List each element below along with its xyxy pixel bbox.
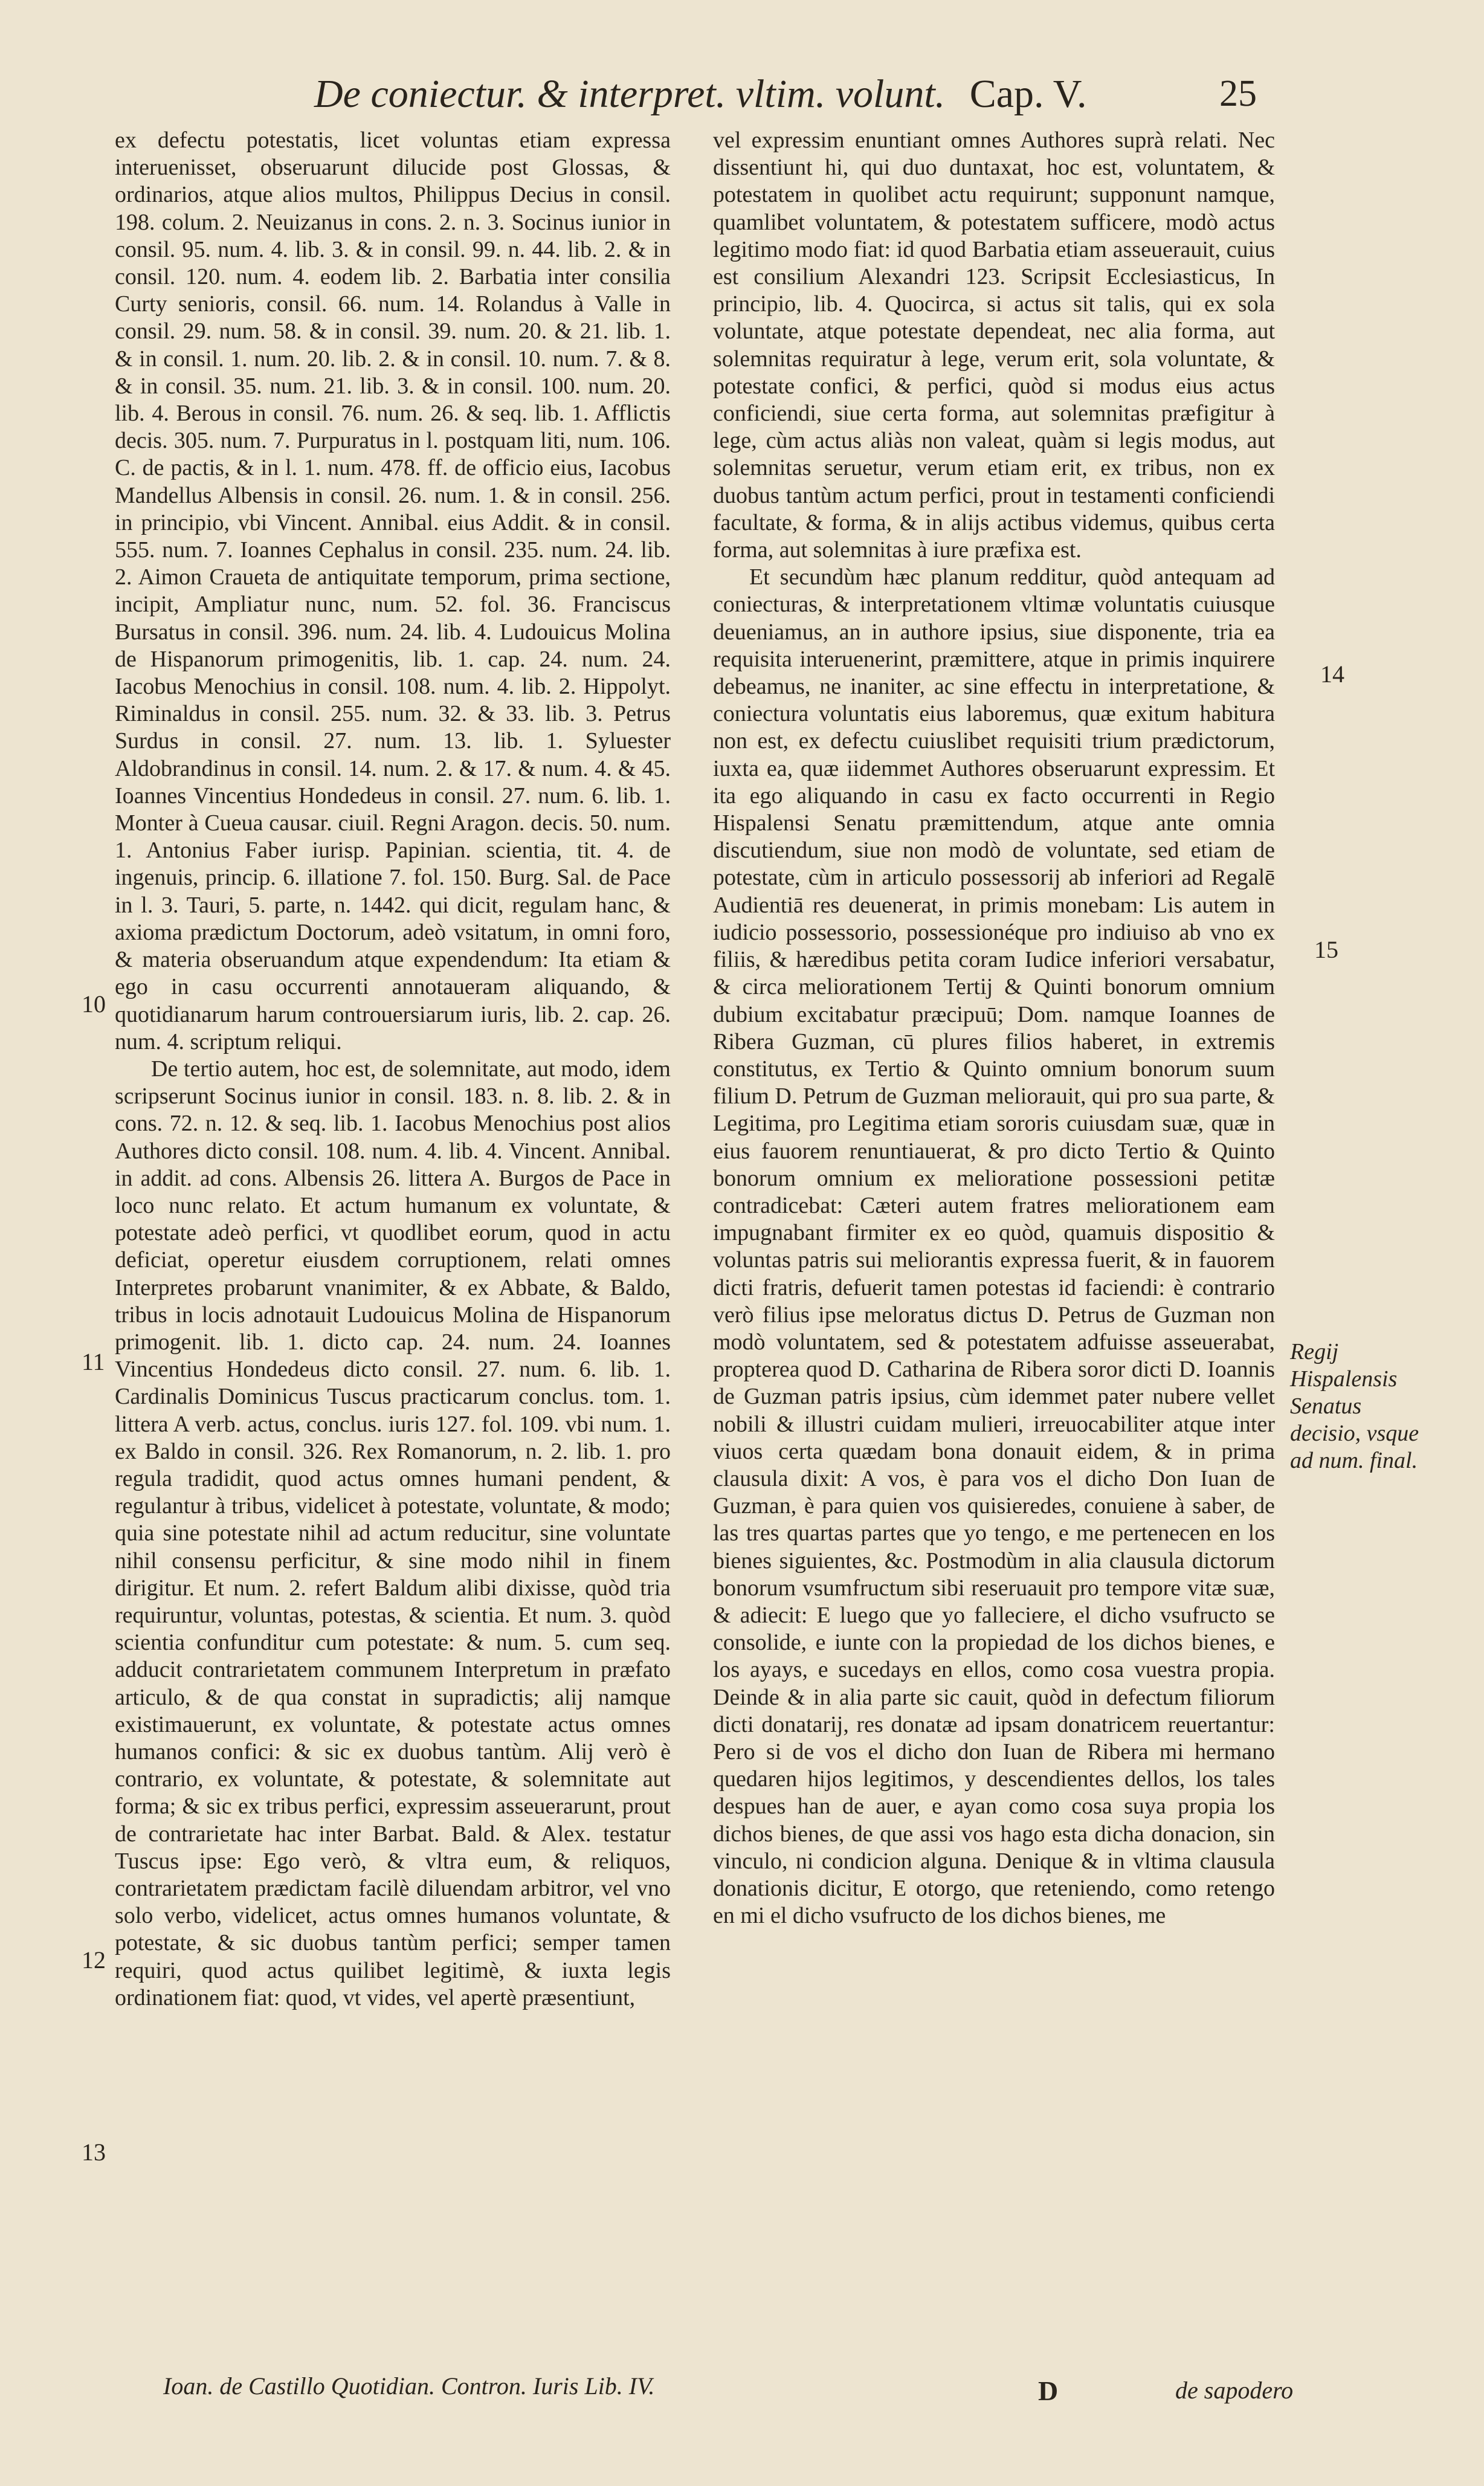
margin-number-13: 13 xyxy=(82,2139,106,2166)
left-catchword: Ioan. de Castillo Quotidian. Contron. Iuris Lib. IV. xyxy=(163,2372,655,2400)
left-paragraph-2: De tertio autem, hoc est, de solemnitate, aut modo, idem scripserunt Socinus iunior in consil. 183. n. 8. lib. 2. & in cons. 72. n. 12. & seq. lib. 1. Iacobus Menochius post alios Authores dicto consil. 108. num. 4. lib. 4. Vincent. Annibal. in addit. ad cons. Albensis 26. littera A. Burgos de Pace in loco nunc relato. Et actum humanum ex voluntate, & potestate adeò perfici, vt quodlibet eorum, quod in actu deficiat, operetur eiusdem corruptionem, relati omnes Interpretes probarunt vnanimiter, & ex Abbate, & Baldo, tribus in locis adnotauit Ludouicus Molina de Hispanorum primogenit. lib. 1. dicto cap. 24. num. 24. Ioannes Vincentius Hondedeus dicto consil. 27. num. 6. lib. 1. Cardinalis Dominicus Tuscus practicarum conclus. tom. 1. littera A verb. actus, conclus. iuris 127. fol. 109. vbi num. 1. ex Baldo in consil. 326. Rex Romanorum, n. 2. lib. 1. pro regula tradidit, quod actus omnes humani pendent, & regulantur à tribus, videlicet à potestate, voluntate, & modo; quia sine potestate nihil ad actum reducitur, sine voluntate nihil consensu perficitur, & sine modo nihil in finem dirigitur. Et num. 2. refert Baldum alibi dixisse, quòd tria requiruntur, voluntas, potestas, & scientia. Et num. 3. quòd scientia confunditur cum potestate: & num. 5. cum seq. adducit contrarietatem communem Interpretum in præfato articulo, & de qua constat in supradictis; alij namque existimauerunt, ex voluntate, & potestate actus omnes humanos confici: & sic ex duobus tantùm. Alij verò è contrario, ex voluntate, & potestate, & solemnitate aut forma; & sic ex tribus perfici, expressim asseuerarunt, prout de contrarietate hac inter Barbat. Bald. & Alex. testatur Tuscus ipse: Ego verò, & vltra eum, & reliquos, contrarietatem prædictam facilè diluendam arbitror, vel vno solo verbo, videlicet, actus omnes humanos voluntate, & potestate, & sic duobus tantùm perfici; semper tamen requiri, quod actus quilibet legitimè, & iuxta legis ordinationem fiat: quod, vt vides, vel apertè præsentiunt, xyxy=(115,1056,671,2010)
left-paragraph-1: ex defectu potestatis, licet voluntas etiam expressa interuenisset, obseruarunt dilucide post Glossas, & ordinarios, atque alios multos, Philippus Decius in consil. 198. colum. 2. Neuizanus in cons. 2. n. 3. Socinus iunior in consil. 95. num. 4. lib. 3. & in consil. 99. n. 44. lib. 2. & in consil. 120. num. 4. eodem lib. 2. Barbatia inter consilia Curty senioris, consil. 66. num. 14. Rolandus à Valle in consil. 29. num. 58. & in consil. 39. num. 20. & 21. lib. 1. & in consil. 1. num. 20. lib. 2. & in consil. 10. num. 7. & 8. & in consil. 35. num. 21. lib. 3. & in consil. 100. num. 20. lib. 4. Berous in consil. 76. num. 26. & seq. lib. 1. Afflictis decis. 305. num. 7. Purpuratus in l. postquam liti, num. 106. C. de pactis, & in l. 1. num. 478. ff. de officio eius, Iacobus Mandellus Albensis in consil. 26. num. 1. & in consil. 256. in principio, vbi Vincent. Annibal. eius Addit. & in consil. 555. num. 7. Ioannes Cephalus in consil. 235. num. 24. lib. 2. Aimon Craueta de antiquitate temporum, prima sectione, incipit, Ampliatur nunc, num. 52. fol. 36. Franciscus Bursatus in consil. 396. num. 24. lib. 4. Ludouicus Molina de Hispanorum primogenitis, lib. 1. cap. 24. num. 24. Iacobus Menochius in consil. 108. num. 4. lib. 2. Hippolyt. Riminaldus in consil. 255. num. 32. & 33. lib. 3. Petrus Surdus in consil. 27. num. 13. lib. 1. Syluester Aldobrandinus in consil. 14. num. 2. & 17. & num. 4. & 45. Ioannes Vincentius Hondedeus in consil. 27. num. 6. lib. 1. Monter à Cueua causar. ciuil. Regni Aragon. decis. 50. num. 1. Antonius Faber iurisp. Papinian. scientia, tit. 4. de ingenuis, princip. 6. illatione 7. fol. 150. Burg. Sal. de Pace in l. 3. Tauri, 5. parte, n. 1442. qui dicit, regulam hanc, & axioma prædictum Doctorum, adeò vsitatum, in omni foro, & materia obseruandum atque expendendum: Ita etiam & ego in casu occurrenti annotaueram aliquando, & quotidianarum harum controuersiarum iuris, lib. 2. cap. 26. num. 4. scriptum reliqui. xyxy=(115,128,671,1054)
right-paragraph-1: vel expressim enuntiant omnes Authores suprà relati. Nec dissentiunt hi, qui duo duntaxat, hoc est, voluntatem, & potestatem in quolibet actu requirunt; supponunt namque, quamlibet voluntatem, & potestatem sufficere, modò actus legitimo modo fiat: id quod Barbatia etiam asseuerauit, cuius est consilium Alexandri 123. Scripsit Ecclesiasticus, In principio, lib. 4. Quocirca, si actus sit talis, qui ex sola voluntate, atque potestate dependeat, nec alia forma, aut solemnitas requiratur à lege, verum erit, sola voluntate, & potestate confici, & perfici, quòd si modus eius actus conficiendi, siue certa forma, aut solemnitas præfigitur à lege, cùm actus aliàs non valeat, quàm si legis modus, aut solemnitas seruetur, verum etiam erit, ex tribus, non ex duobus tantùm actum perfici, prout in testamenti conficiendi facultate, & forma, & in alijs actibus videmus, quibus certa forma, aut solemnitas à iure præfixa est. xyxy=(713,128,1275,563)
running-title: De coniectur. & interpret. vltim. volunt. xyxy=(314,72,946,116)
signature-mark: D xyxy=(1038,2375,1059,2406)
right-column xyxy=(713,127,1275,2435)
right-paragraph-2: Et secundùm hæc planum redditur, quòd antequam ad coniecturas, & interpretationem vltimæ voluntatis cuiusque deueniamus, an in authore ipsius, siue disponente, tria ea requisita interuenerint, præmittere, atque in primis inquirere debeamus, ne inaniter, ac sine effectu in interpretatione, & coniectura voluntatis eius laboremus, quæ exitum habitura non est, ex defectu cuiuslibet requisiti trium prædictorum, iuxta ea, quæ iidemmet Authores obseruarunt expressim. Et ita ego aliquando in casu ex facto occurrenti in Regio Hispalensi Senatu præmittendum, atque ante omnia discutiendum, siue non modò de voluntate, sed etiam de potestate, cùm in articulo possessorij ab inferiori ad Regalē Audientiā res deuenerat, in primis monebam: Lis autem in iudicio possessorio, possessionéque pro indiuiso ab vno ex filiis, & hæredibus petita coram Iudice inferiori versabatur, & circa meliorationem Tertij & Quinti bonorum omnium dubium excitabatur præcipuū; Dom. namque Ioannes de Ribera Guzman, cū plures filios haberet, in extremis constitutus, ex Tertio & Quinto omnium bonorum suum filium D. Petrum de Guzman meliorauit, qui pro sua parte, & Legitima, pro Legitima etiam sororis cuiusdam suæ, quæ in eius fauorem renuntiauerat, & pro dicto Tertio & Quinto bonorum omnium ex melioratione possessioni petitæ contradicebat: Cæteri autem fratres meliorationem eam impugnabant firmiter ex eo quòd, quamuis dispositio & voluntas patris sui meliorantis expressa fuerit, & in fauorem dicti fratris, defuerit tamen potestas id faciendi: è contrario verò filius ipse meloratus dictus D. Petrus de Guzman non modò voluntatem, sed & potestatem adfuisse asseuerabat, propterea quod D. Catharina de Ribera soror dicti D. Ioannis de Guzman patris ipsius, cùm idemmet pater nubere vellet nobili & illustri cuidam mulieri, irreuocabiliter atque inter viuos certa quædam bona donauit eidem, & in prima clausula dixit: A vos, è para vos el dicho Don Iuan de Guzman, è para quien vos quisieredes, conuiene à saber, de las tres quartas partes que yo tengo, e me pertenecen en los bienes siguientes, &c. Postmodùm in alia clausula dictorum bonorum vsumfructum sibi reseruauit pro tempore vitæ suæ, & adiecit: E luego que yo falleciere, el dicho vsufructo se consolide, e iunte con la propiedad de los dichos bienes, e los ayays, e sucedays en ellos, como cosa vuestra propia. Deinde & in alia parte sic cauit, quòd in defectum filiorum dicti donatarij, res donatæ ad ipsam donatricem reuertantur: Pero si de vos el dicho don Iuan de Ribera mi hermano quedaren hijos legitimos, y descendientes dellos, los tales despues han de auer, e ayan como cosa suya propia los dichos bienes, de que assi vos hago esta dicha donacion, sin vinculo, ni condicion alguna. Denique & in vltima clausula donationis dicitur, E otorgo, que reteniendo, como retengo en mi el dicho vsufructo de los dichos bienes, me xyxy=(713,564,1275,1929)
left-column xyxy=(115,127,671,2435)
right-catchword: de sapodero xyxy=(1175,2377,1294,2404)
margin-number-11: 11 xyxy=(82,1348,105,1375)
running-header xyxy=(314,71,1293,122)
margin-number-12: 12 xyxy=(82,1946,106,1974)
margin-number-14: 14 xyxy=(1320,660,1344,688)
page-number: 25 xyxy=(1219,73,1257,114)
margin-number-10: 10 xyxy=(82,990,106,1018)
side-note: Regij Hispalensis Senatus decisio, vsque ad num. final. xyxy=(1290,1339,1419,1473)
chapter-label: Cap. V. xyxy=(969,72,1087,116)
margin-number-15: 15 xyxy=(1314,936,1338,963)
